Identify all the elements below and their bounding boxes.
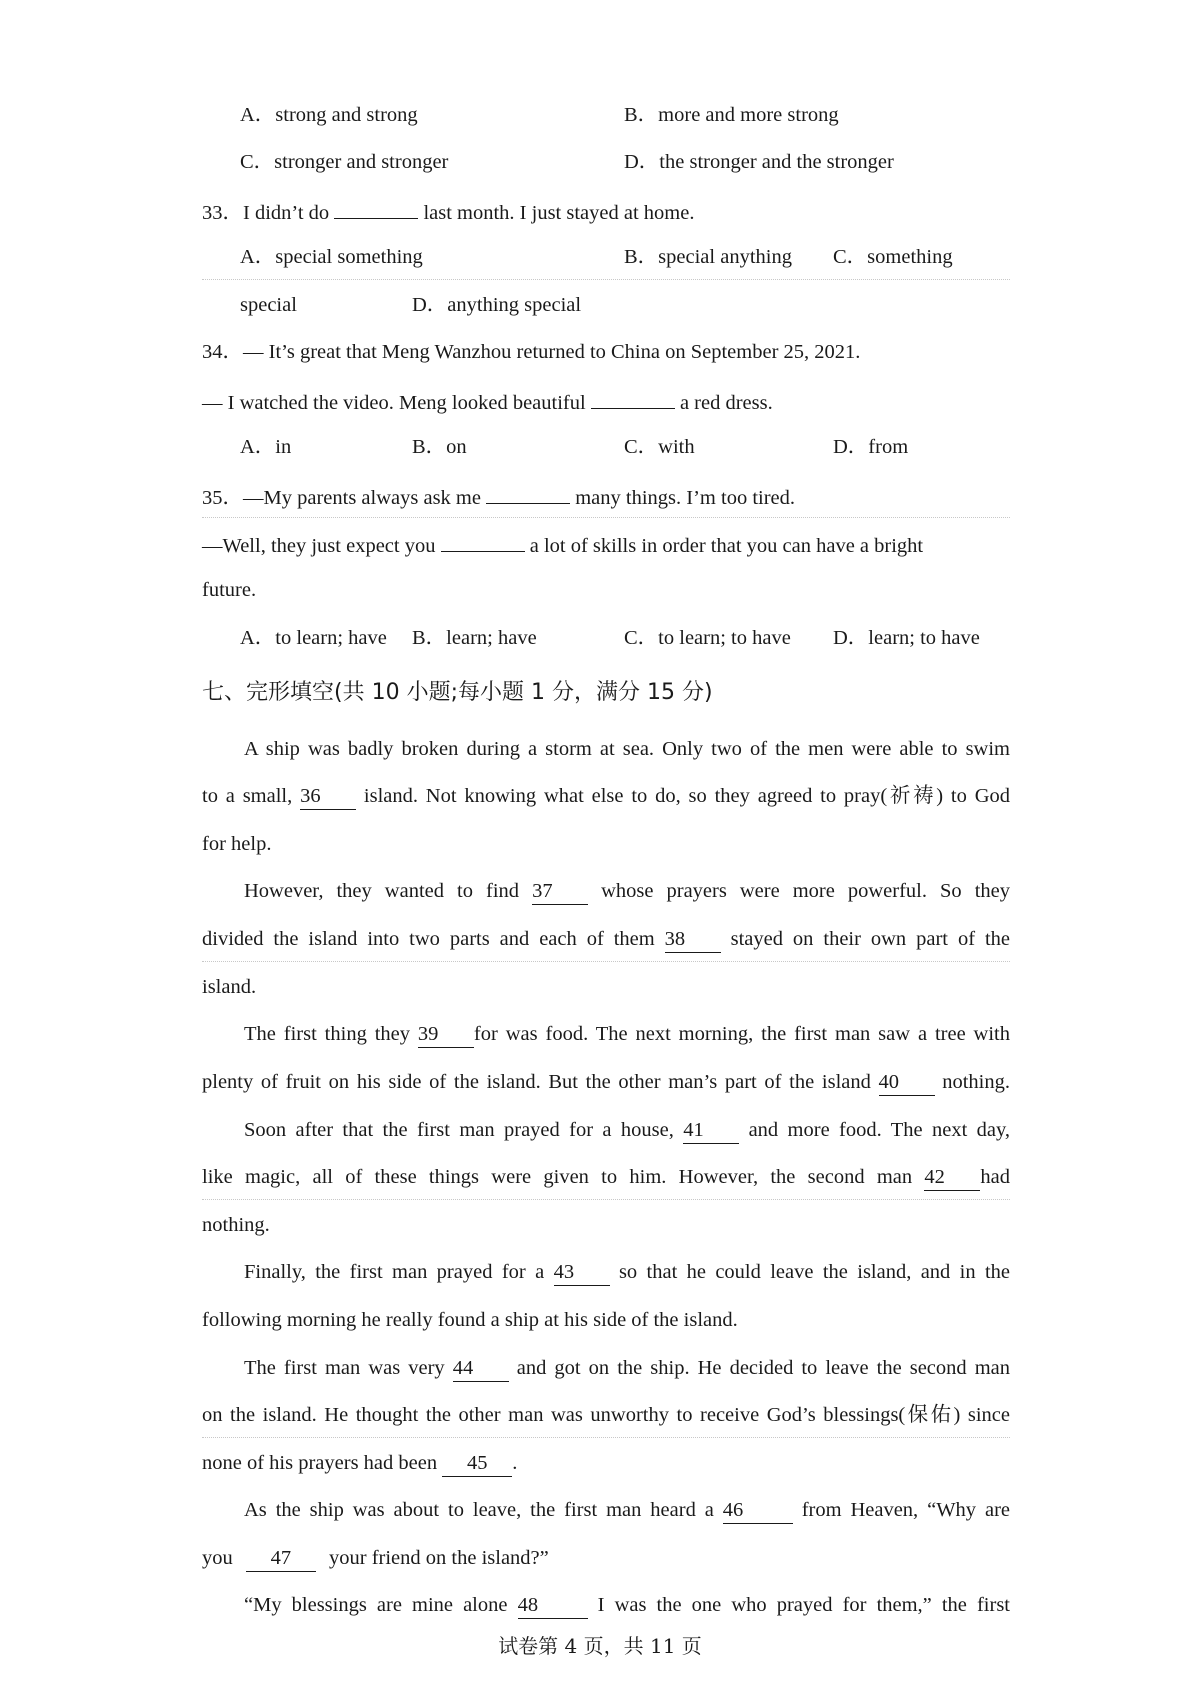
blank-41[interactable]: 41 [683,1120,739,1141]
q33-option-d: D．anything special [412,294,582,316]
q35-line1-after: many things. I’m too tired. [575,487,796,509]
dotted-divider [202,1437,1010,1438]
passage-text: like magic, all of these things were given to him. However, the second man [202,1166,913,1188]
passage-line [244,1120,1010,1141]
q33-stem-before: 33．I didn’t do [202,202,330,224]
q34-line2-after: a red dress. [679,392,773,414]
dotted-divider [202,279,1010,280]
passage-line [202,1167,1010,1188]
q32-option-b: B．more and more strong [624,104,839,126]
passage-line: on the island. He thought the other man was unworthy to receive God’s blessings(保佑) since [202,1404,1010,1426]
q35-option-a: A．to learn; have [240,627,387,649]
q35-option-d: D．learn; to have [833,627,980,649]
passage-text: you [202,1547,233,1569]
passage-line: island. [202,976,257,998]
q34-line2-before: — I watched the video. Meng looked beautiful [202,392,586,414]
passage-text: . [512,1452,518,1474]
passage-text: As the ship was about to leave, the first man heard a [244,1499,714,1521]
answer-blank-line [486,485,570,504]
passage-line: nothing. [202,1214,270,1236]
q35-option-c: C．to learn; to have [624,627,791,649]
passage-text: and more food. The next day, [748,1119,1011,1141]
q32-option-a: A．strong and strong [240,104,418,126]
blank-36[interactable]: 36 [300,786,356,807]
q32-option-c: C．stronger and stronger [240,151,449,173]
q34-option-d: D．from [833,436,909,458]
passage-text: and got on the ship. He decided to leave the second man [516,1357,1010,1379]
q35-line2 [202,533,923,557]
passage-line [244,1262,1010,1283]
q35-line3: future. [202,579,257,601]
q33-option-a: A．special something [240,246,423,268]
passage-line: for help. [202,833,272,855]
passage-text: for was food. The next morning, the first man saw a tree with [473,1023,1011,1045]
q35-line2-after: a lot of skills in order that you can have a bright [529,535,924,557]
passage-line [244,881,1010,902]
q34-option-b: B．on [412,436,467,458]
passage-text: “My blessings are mine alone [244,1594,508,1616]
q32-option-d: D．the stronger and the stronger [624,151,894,173]
answer-blank-line [591,390,675,409]
blank-47[interactable]: 47 [246,1548,316,1569]
passage-text: had [980,1166,1010,1188]
q34-option-a: A．in [240,436,292,458]
q35-line1-before: 35．—My parents always ask me [202,487,481,509]
passage-line [202,1072,1010,1093]
passage-line [244,1024,1010,1045]
passage-line [244,1595,1010,1616]
q33-option-c-continued: special [240,294,297,316]
blank-42[interactable]: 42 [924,1167,980,1188]
q35-line2-before: —Well, they just expect you [202,535,436,557]
blank-46[interactable]: 46 [723,1500,793,1521]
q34-option-c: C．with [624,436,695,458]
blank-48[interactable]: 48 [518,1595,588,1616]
passage-text: I was the one who prayed for them,” the first [597,1594,1011,1616]
q33-option-b: B．special anything [624,246,792,268]
passage-text: your friend on the island?” [329,1547,549,1569]
passage-line [244,1500,1010,1521]
page-footer: 试卷第 4 页，共 11 页 [498,1634,702,1658]
passage-text: island. Not knowing what else to do, so they agreed to pray(祈祷) to God [363,785,1010,807]
passage-text: to a small, [202,785,293,807]
passage-text: plenty of fruit on his side of the island. But the other man’s part of the island [202,1071,871,1093]
q34-line1: 34．— It’s great that Meng Wanzhou returned to China on September 25, 2021. [202,341,861,363]
passage-text: stayed on their own part of the [730,928,1011,950]
passage-text: whose prayers were more powerful. So they [601,880,1011,902]
passage-line [202,1453,517,1474]
passage-line [244,1358,1010,1379]
blank-44[interactable]: 44 [453,1358,509,1379]
q35-option-b: B．learn; have [412,627,537,649]
q35-line1 [202,485,795,509]
blank-37[interactable]: 37 [532,881,588,902]
dotted-divider [202,1199,1010,1200]
blank-43[interactable]: 43 [554,1262,610,1283]
passage-text: The first man was very [244,1357,445,1379]
q34-line2 [202,390,773,414]
passage-line [202,786,1010,807]
passage-text: The first thing they [244,1023,411,1045]
q33-stem [202,200,694,224]
passage-text: nothing. [942,1071,1011,1093]
q33-stem-after: last month. I just stayed at home. [423,202,695,224]
passage-text: from Heaven, “Why are [801,1499,1010,1521]
blank-38[interactable]: 38 [665,929,721,950]
passage-line [202,929,1010,950]
passage-text: so that he could leave the island, and in the [618,1261,1011,1283]
passage-text: However, they wanted to find [244,880,520,902]
passage-text: none of his prayers had been [202,1452,438,1474]
blank-39[interactable]: 39 [418,1024,474,1045]
passage-line: following morning he really found a ship at his side of the island. [202,1309,738,1331]
passage-text: Soon after that the first man prayed for a house, [244,1119,674,1141]
passage-line [202,1548,549,1569]
blank-40[interactable]: 40 [879,1072,935,1093]
passage-line: A ship was badly broken during a storm at sea. Only two of the men were able to swim [244,738,1010,760]
blank-45[interactable]: 45 [442,1453,512,1474]
dotted-divider [202,961,1010,962]
section-heading: 七、完形填空(共 10 小题;每小题 1 分，满分 15 分) [202,680,713,705]
answer-blank-line [334,200,418,219]
answer-blank-line [441,533,525,552]
passage-text: divided the island into two parts and each of them [202,928,655,950]
q33-option-c: C．something [833,246,953,268]
passage-text: Finally, the first man prayed for a [244,1261,545,1283]
dotted-divider [202,517,1010,518]
